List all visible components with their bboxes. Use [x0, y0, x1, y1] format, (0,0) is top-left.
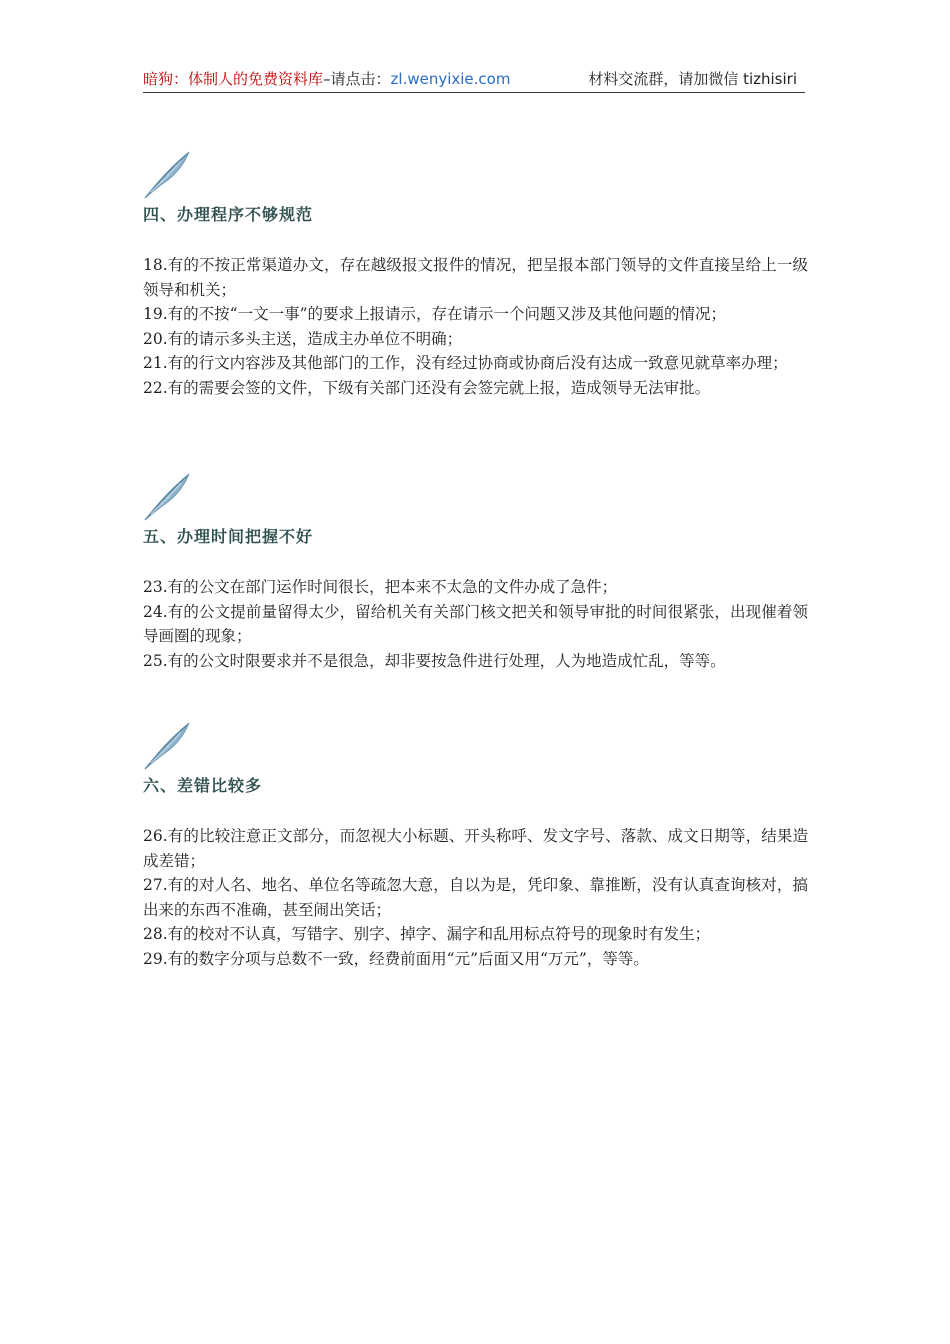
feather-icon [143, 719, 195, 771]
list-item: 21.有的行文内容涉及其他部门的工作，没有经过协商或协商后没有达成一致意见就草率办理； [143, 354, 788, 372]
section-4 [143, 148, 808, 400]
list-item: 19.有的不按“一文一事”的要求上报请示，存在请示一个问题又涉及其他问题的情况； [143, 305, 727, 323]
list-item: 25.有的公文时限要求并不是很急，却非要按急件进行处理，人为地造成忙乱，等等。 [143, 651, 726, 670]
feather-icon [143, 148, 195, 200]
page-header [143, 68, 805, 93]
list-item: 22.有的需要会签的文件，下级有关部门还没有会签完就上报，造成领导无法审批。 [143, 378, 711, 397]
section-6 [143, 719, 808, 971]
section-title: 四、办理程序不够规范 [143, 205, 314, 224]
list-item: 29.有的数字分项与总数不一致，经费前面用“元”后面又用“万元”，等等。 [143, 949, 649, 968]
header-wechat: 材料交流群，请加微信 tizhisiri [588, 70, 797, 88]
section-title: 五、办理时间把握不好 [143, 527, 314, 546]
feather-icon [143, 470, 195, 522]
section-5 [143, 470, 808, 673]
list-item: 23.有的公文在部门运作时间很长，把本来不太急的文件办成了急件； [143, 578, 618, 596]
list-item: 20.有的请示多头主送，造成主办单位不明确； [143, 329, 463, 348]
list-item: 26.有的比较注意正文部分，而忽视大小标题、开头称呼、发文字号、落款、成文日期等，结果造成差错； [143, 827, 808, 870]
header-url-link[interactable]: zl.wenyixie.com [390, 70, 511, 88]
header-brand: 暗狗：体制人的免费资料库 [143, 70, 324, 88]
header-click-text: –请点击： [323, 70, 391, 88]
section-title: 六、差错比较多 [143, 776, 263, 795]
list-item: 27.有的对人名、地名、单位名等疏忽大意，自以为是，凭印象、靠推断，没有认真查询核对，搞出来的东西不准确，甚至闹出笑话； [143, 876, 808, 919]
list-item: 28.有的校对不认真，写错字、别字、掉字、漏字和乱用标点符号的现象时有发生； [143, 925, 711, 943]
list-item: 18.有的不按正常渠道办文，存在越级报文报件的情况，把呈报本部门领导的文件直接呈给上一级领导和机关； [143, 256, 808, 299]
list-item: 24.有的公文提前量留得太少，留给机关有关部门核文把关和领导审批的时间很紧张，出现催着领导画圈的现象； [143, 602, 808, 645]
